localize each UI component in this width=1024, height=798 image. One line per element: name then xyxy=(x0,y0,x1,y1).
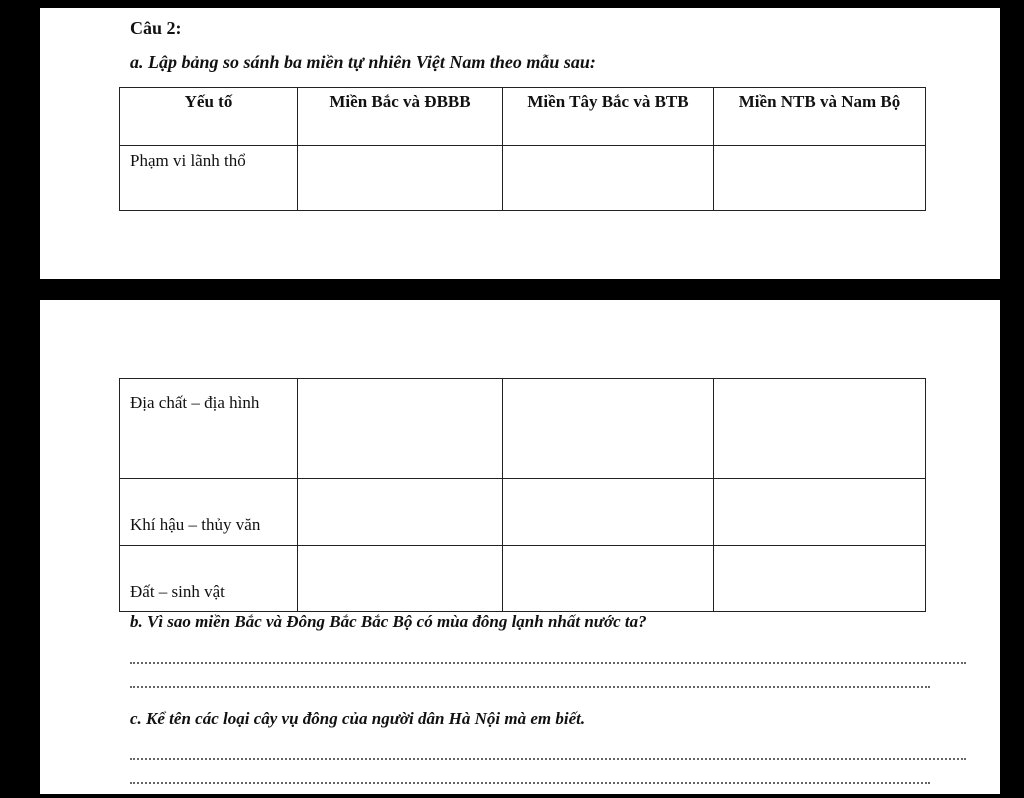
table-cell[interactable] xyxy=(503,379,714,479)
table-header-row xyxy=(120,88,926,146)
row-label-dia-chat: Địa chất – địa hình xyxy=(120,379,298,479)
header-mien-ntb: Miền NTB và Nam Bộ xyxy=(714,88,926,146)
table-cell[interactable] xyxy=(714,146,926,211)
table-cell[interactable] xyxy=(298,379,503,479)
question-title: Câu 2: xyxy=(130,18,182,38)
table-cell[interactable] xyxy=(298,546,503,612)
table-cell[interactable] xyxy=(714,379,926,479)
table-cell[interactable] xyxy=(298,146,503,211)
table-row xyxy=(120,379,926,479)
table-row xyxy=(120,546,926,612)
table-row xyxy=(120,146,926,211)
header-yeu-to: Yếu tố xyxy=(120,88,298,146)
table-row xyxy=(120,479,926,546)
row-label-khi-hau: Khí hậu – thủy văn xyxy=(120,479,298,546)
table-cell[interactable] xyxy=(298,479,503,546)
answer-line[interactable] xyxy=(130,782,930,784)
comparison-table-bottom xyxy=(119,378,926,612)
answer-line[interactable] xyxy=(130,758,966,760)
row-label-dat-sinh-vat: Đất – sinh vật xyxy=(120,546,298,612)
header-mien-bac: Miền Bắc và ĐBBB xyxy=(298,88,503,146)
header-mien-tay-bac: Miền Tây Bắc và BTB xyxy=(503,88,714,146)
question-part-a: a. Lập bảng so sánh ba miền tự nhiên Việt Nam theo mẫu sau: xyxy=(130,52,596,72)
comparison-table-top xyxy=(119,87,926,211)
table-cell[interactable] xyxy=(503,479,714,546)
question-part-c: c. Kể tên các loại cây vụ đông của người dân Hà Nội mà em biết. xyxy=(130,709,586,728)
question-part-b: b. Vì sao miền Bắc và Đông Bắc Bắc Bộ có mùa đông lạnh nhất nước ta? xyxy=(130,612,647,631)
table-cell[interactable] xyxy=(503,546,714,612)
worksheet-page-bottom xyxy=(40,300,1000,794)
answer-line[interactable] xyxy=(130,662,966,664)
table-cell[interactable] xyxy=(714,546,926,612)
table-cell[interactable] xyxy=(714,479,926,546)
table-cell[interactable] xyxy=(503,146,714,211)
answer-line[interactable] xyxy=(130,686,930,688)
worksheet-page-top xyxy=(40,8,1000,279)
row-label-pham-vi: Phạm vi lãnh thổ xyxy=(120,146,298,211)
